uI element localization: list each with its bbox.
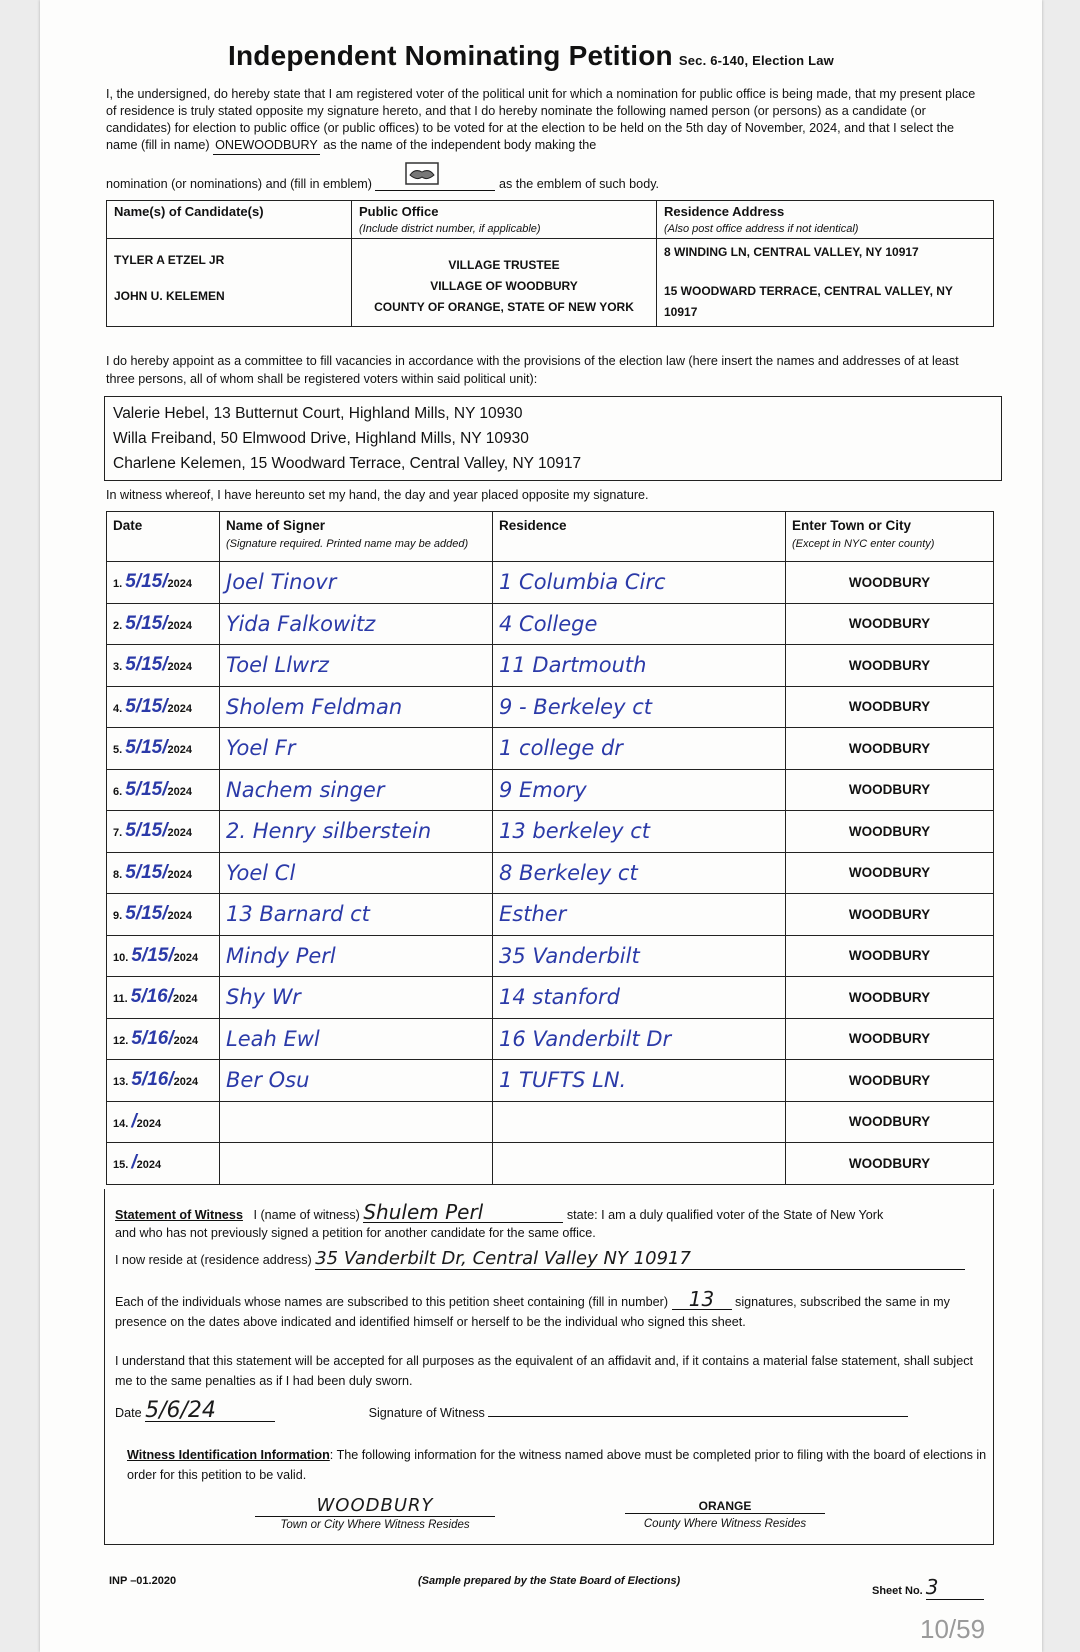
signed-year: 2024 [167,702,192,715]
id-text: : The following information for the witness named above must be completed prior to filing with the board of elections in order for this petition to be valid. [127,1448,987,1482]
signature-row [107,562,994,604]
signer-name: Mindy Perl [220,935,493,977]
signed-year: 2024 [167,827,192,840]
signed-date: 5/15/ [125,820,168,842]
signer-name: Yoel Cl [220,852,493,894]
office-line: VILLAGE OF WOODBURY [430,279,578,293]
row-number: 4. [113,702,123,715]
footer-note: (Sample prepared by the State Board of Elections) [418,1575,681,1587]
signed-date: / [131,1152,137,1174]
signer-name: Sholem Feldman [220,686,493,728]
signature-count: 13 [672,1289,732,1310]
row-date [107,935,220,977]
office-line: COUNTY OF ORANGE, STATE OF NEW YORK [374,300,634,314]
signature-row [107,852,994,894]
signer-residence: 4 College [493,603,786,645]
signed-date: 5/15/ [125,861,168,883]
row-date [107,645,220,687]
state-text: state: I am a duly qualified voter of the State of New York [566,1208,884,1222]
signature-row [107,603,994,645]
committee-box [104,396,1002,481]
witness-whereof-text: In witness whereof, I have hereunto set my hand, the day and year placed opposite my signature. [106,488,649,502]
col-office-note: (Include district number, if applicable) [359,223,541,235]
candidate-names [107,239,352,327]
signed-year: 2024 [173,951,199,964]
committee-member: Charlene Kelemen, 15 Woodward Terrace, Central Valley, NY 10917 [113,455,582,472]
signer-residence [493,1101,786,1143]
signed-year: 2024 [173,1034,199,1047]
office-header [352,201,657,239]
row-date [107,769,220,811]
col-town-note: (Except in NYC enter county) [792,538,935,550]
signer-name [220,1101,493,1143]
row-date [107,894,220,936]
county-field [625,1499,825,1530]
signature-row [107,811,994,853]
signed-year: 2024 [173,993,198,1006]
signer-town: WOODBURY [786,977,994,1019]
row-number: 7. [113,827,123,840]
signer-name: Yoel Fr [220,728,493,770]
section-ref: Sec. 6-140, Election Law [678,53,834,68]
signed-date: 5/15/ [125,654,168,676]
col-signer: Name of Signer [226,518,326,533]
signer-town: WOODBURY [786,686,994,728]
date-label: Date [115,1406,142,1420]
affidavit-text: I understand that this statement will be accepted for all purposes as the equivalent of an affidavit and, if it contains a material false statement, shall subject me to the same penalties as if I had been duly sworn. [115,1354,974,1388]
signer-town: WOODBURY [786,1060,994,1102]
sheet-label: Sheet No. [872,1585,923,1597]
signer-residence: 16 Vanderbilt Dr [493,1018,786,1060]
row-date [107,1018,220,1060]
signer-town: WOODBURY [786,1143,994,1185]
signer-name [220,1143,493,1185]
independent-body-name: ONEWOODBURY [213,137,320,155]
committee-instructions: I do hereby appoint as a committee to fill vacancies in accordance with the provisions of the election law (here insert the names and addresses of at least three persons, all of whom shall be registered voters within said political unit): [106,354,959,386]
signer-residence: 1 TUFTS LN. [493,1060,786,1102]
candidate-address: 15 WOODWARD TERRACE, CENTRAL VALLEY, NY 10917 [664,284,953,319]
id-heading: Witness Identification Information [127,1448,330,1462]
row-date [107,728,220,770]
page-title [228,40,834,72]
col-office: Public Office [359,204,439,219]
row-number: 3. [113,661,123,674]
row-number: 12. [113,1034,129,1047]
count-pre: Each of the individuals whose names are subscribed to this petition sheet containing (fill in number) [115,1295,669,1309]
signer-town: WOODBURY [786,1018,994,1060]
row-number: 8. [113,868,123,881]
signature-row [107,1143,994,1185]
committee-member: Valerie Hebel, 13 Butternut Court, Highland Mills, NY 10930 [113,405,523,422]
intro-paragraph [106,86,986,155]
row-date [107,1060,220,1102]
signer-name: Shy Wr [220,977,493,1019]
signed-year: 2024 [173,1076,199,1089]
signed-date: 5/16/ [131,1027,174,1049]
signature-row [107,977,994,1019]
signed-date: / [131,1110,137,1132]
signer-name: Toel Llwrz [220,645,493,687]
col-residence: Residence [499,518,567,533]
id-info [127,1445,987,1485]
row-date [107,977,220,1019]
signature-row [107,935,994,977]
date-header [107,512,220,562]
signer-name: Ber Osu [220,1060,493,1102]
office-line: VILLAGE TRUSTEE [448,258,560,272]
signer-name: 13 Barnard ct [220,894,493,936]
signer-residence: 9 Emory [493,769,786,811]
address-cell [657,239,994,327]
signed-date: 5/16/ [130,986,174,1008]
emblem-line [106,176,986,191]
col-address: Residence Address [664,204,785,219]
witness-county: ORANGE [625,1499,825,1514]
row-date [107,852,220,894]
signed-year: 2024 [167,578,192,591]
witness-town: WOODBURY [255,1495,495,1517]
signature-row [107,728,994,770]
col-candidates: Name(s) of Candidate(s) [114,204,264,219]
row-number: 13. [113,1076,129,1089]
row-number: 15. [113,1159,129,1172]
signer-town: WOODBURY [786,894,994,936]
handshake-emblem-icon [405,160,439,186]
intro-after-name: as the name of the independent body making the [323,138,597,152]
signer-town: WOODBURY [786,603,994,645]
candidate-name: TYLER A ETZEL JR [114,253,225,267]
committee-member: Willa Freiband, 50 Elmwood Drive, Highland Mills, NY 10930 [113,430,529,447]
signed-date: 5/15/ [125,778,168,800]
row-number: 2. [113,619,123,632]
signed-date: 5/15/ [131,944,174,966]
candidate-address: 8 WINDING LN, CENTRAL VALLEY, NY 10917 [664,245,919,259]
count-post: signatures, subscribed the same in my presence on the dates above indicated and identified himself or herself to be the individual who signed this sheet. [115,1295,950,1329]
signer-residence: 1 college dr [493,728,786,770]
signed-year: 2024 [136,1159,162,1172]
signer-residence: 11 Dartmouth [493,645,786,687]
signed-year: 2024 [167,910,192,923]
row-number: 10. [113,951,129,964]
signed-year: 2024 [167,785,192,798]
candidate-name: JOHN U. KELEMEN [114,289,225,303]
county-label: County Where Witness Resides [643,1518,807,1530]
emblem-post-text: as the emblem of such body. [498,177,660,191]
witness-name-label: I (name of witness) [253,1208,360,1222]
signed-year: 2024 [167,619,192,632]
signature-row [107,769,994,811]
signed-year: 2024 [136,1117,162,1130]
address-header [657,201,994,239]
signature-label: Signature of Witness [368,1406,485,1420]
statement-line-2: and who has not previously signed a petition for another candidate for the same office. [115,1226,596,1240]
col-signer-note: (Signature required. Printed name may be added) [226,538,469,550]
signer-residence: 14 stanford [493,977,786,1019]
signer-town: WOODBURY [786,852,994,894]
signer-town: WOODBURY [786,935,994,977]
town-field [255,1495,495,1531]
signer-name: Leah Ewl [220,1018,493,1060]
row-date [107,603,220,645]
row-number: 1. [113,578,123,591]
statement-heading: Statement of Witness [115,1208,243,1222]
signer-name: 2. Henry silberstein [220,811,493,853]
col-date: Date [113,518,143,533]
petition-sheet [40,0,1042,1652]
date-signature-line [115,1398,985,1423]
candidates-table [106,200,994,327]
signature-row [107,894,994,936]
signer-name: Joel Tinovr [220,562,493,604]
signer-name: Nachem singer [220,769,493,811]
office-cell [352,239,657,327]
sheet-number [872,1575,984,1600]
witness-signature-field [488,1402,908,1417]
signed-date: 5/15/ [125,571,168,593]
signature-row [107,1060,994,1102]
signer-town: WOODBURY [786,769,994,811]
intro-text: I, the undersigned, do hereby state that I am registered voter of the political unit for which a nomination for public office is being made, that my present place of residence is truly stated opposite my signature hereto, and that I do hereby nominate the following named person (or persons) as a candidate (or candidates) for election to public office (or public offices) to be voted for at the election to be held on the 5th day of November, 2024, and that I select the name (fill in name) [106,87,976,152]
witness-residence: 35 Vanderbilt Dr, Central Valley NY 10917 [315,1249,965,1270]
residence-line [115,1249,985,1270]
page-indicator: 10/59 [920,1614,986,1644]
signer-town: WOODBURY [786,1101,994,1143]
signer-name: Yida Falkowitz [220,603,493,645]
signature-row [107,645,994,687]
row-date [107,811,220,853]
signer-residence: 35 Vanderbilt [493,935,786,977]
row-date [107,1101,220,1143]
signer-residence: 8 Berkeley ct [493,852,786,894]
signed-date: 5/16/ [131,1069,174,1091]
row-number: 9. [113,910,123,923]
witness-date: 5/6/24 [145,1401,275,1422]
candidates-header [107,201,352,239]
signer-town: WOODBURY [786,645,994,687]
emblem-pre-text: nomination (or nominations) and (fill in emblem) [106,177,372,191]
signer-residence: Esther [493,894,786,936]
signer-town: WOODBURY [786,562,994,604]
row-date [107,1143,220,1185]
signed-year: 2024 [167,661,192,674]
residence-header [493,512,786,562]
signature-row [107,686,994,728]
signed-date: 5/15/ [125,737,168,759]
row-date [107,686,220,728]
col-address-note: (Also post office address if not identical) [664,223,859,235]
signed-date: 5/15/ [125,612,168,634]
signature-row [107,1101,994,1143]
row-number: 14. [113,1117,129,1130]
signatures-table [106,511,994,1185]
col-town: Enter Town or City [792,518,912,533]
signed-date: 5/15/ [125,695,168,717]
signed-year: 2024 [167,868,192,881]
title-text: Independent Nominating Petition [228,40,673,71]
signer-town: WOODBURY [786,728,994,770]
row-number: 11. [113,993,128,1006]
signer-residence: 13 berkeley ct [493,811,786,853]
signer-header [220,512,493,562]
town-header [786,512,994,562]
row-number: 6. [113,785,123,798]
signed-date: 5/15/ [125,903,168,925]
witness-statement [104,1189,994,1545]
signer-residence: 9 - Berkeley ct [493,686,786,728]
count-line [115,1289,985,1332]
signer-residence: 1 Columbia Circ [493,562,786,604]
row-date [107,562,220,604]
form-id: INP –01.2020 [109,1575,177,1587]
signer-residence [493,1143,786,1185]
signer-town: WOODBURY [786,811,994,853]
row-number: 5. [113,744,123,757]
witness-name: Shulem Perl [363,1202,563,1223]
sheet-no-value: 3 [926,1575,984,1600]
reside-label: I now reside at (residence address) [115,1253,312,1267]
statement-line-1 [115,1202,985,1225]
town-label: Town or City Where Witness Resides [280,1519,470,1531]
emblem-field [375,176,495,191]
signed-year: 2024 [167,744,192,757]
signature-row [107,1018,994,1060]
